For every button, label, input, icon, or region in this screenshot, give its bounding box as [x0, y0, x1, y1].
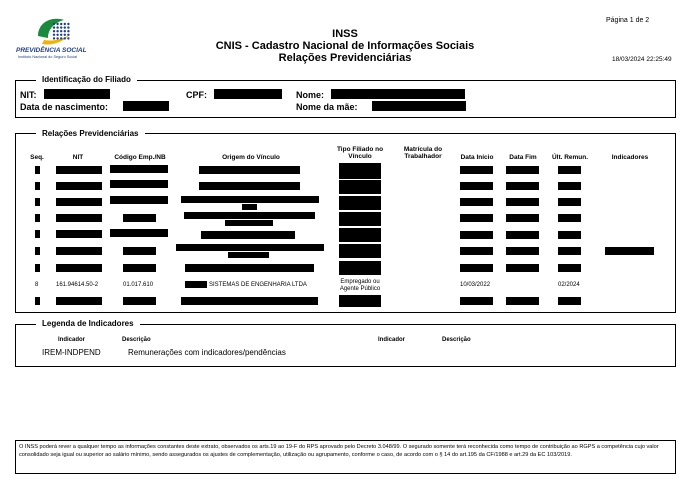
legend-col-indicador: Indicador	[58, 337, 86, 343]
name-redacted	[331, 89, 465, 99]
birth-redacted	[123, 101, 169, 111]
col-indicadores: Indicadores	[611, 154, 649, 161]
nit-label: NIT:	[20, 90, 37, 100]
col-matricula: Matrícula do Trabalhador	[403, 146, 443, 160]
cpf-redacted	[214, 89, 282, 99]
cell-origem: SISTEMAS DE ENGENHARIA LTDA	[209, 282, 307, 288]
cell-nit: 161.94614.50-2	[56, 282, 99, 288]
col-tipo: Tipo Filiado no Vínculo	[336, 146, 384, 160]
legend-col-indicador-2: Indicador	[378, 337, 406, 343]
identification-title: Identificação do Filiado	[36, 75, 137, 84]
page-subtitle: Relações Previdenciárias	[278, 52, 412, 64]
org-name: INSS	[332, 28, 358, 40]
name-label: Nome:	[296, 90, 325, 100]
nit-redacted	[44, 89, 110, 99]
page-number: Página 1 de 2	[606, 17, 650, 24]
legend-col-descricao: Descrição	[122, 337, 151, 343]
relations-title: Relações Previdenciárias	[36, 129, 145, 138]
legend-section	[15, 324, 676, 367]
birth-label: Data de nascimento:	[20, 102, 109, 112]
cell-tipo: Empregado ou Agente Público	[339, 279, 381, 292]
col-nit: NIT	[72, 154, 84, 161]
legend-item-code: IREM-INDPEND	[42, 348, 101, 357]
cell-ult-remun: 02/2024	[558, 282, 580, 288]
cell-data-inicio: 10/03/2022	[460, 282, 491, 288]
logo-subtitle: Instituto Nacional do Seguro Social	[18, 55, 78, 59]
col-codigo: Código Emp./NB	[114, 154, 166, 161]
cell-codigo: 01.017.610	[123, 282, 154, 288]
mother-label: Nome da mãe:	[296, 102, 358, 112]
legend-item-desc: Remunerações com indicadores/pendências	[128, 348, 286, 357]
footer-text: O INSS poderá rever a qualquer tempo as informações constantes deste extrato, observados os arts.19 ao 19-F do RPS aprovado pelo Decreto 3.048/99. O segurado somente terá reconhecida como tempo de contribuição ao RGPS a competência cujo valor consolidado seja igual ou superior ao salário mínimo, sendo assegurados os ajustes de complementação, utilização ou agrupamento, conforme o caso, de acordo com o § 14 do art.195 da CF/1988 e art.29 da EC 103/2019.	[19, 444, 659, 458]
col-seq: Seq.	[30, 154, 44, 161]
logo-name: PREVIDÊNCIA SOCIAL	[16, 47, 87, 54]
mother-redacted	[372, 101, 466, 111]
col-data-fim: Data Fim	[509, 154, 537, 161]
col-origem: Origem do Vínculo	[222, 154, 280, 161]
legend-col-descricao-2: Descrição	[442, 337, 471, 343]
cpf-label: CPF:	[186, 90, 207, 100]
page-title: CNIS - Cadastro Nacional de Informações Sociais	[215, 40, 475, 52]
identification-section	[15, 80, 676, 118]
timestamp: 18/03/2024 22:25:49	[612, 56, 672, 63]
col-data-inicio: Data Início	[460, 154, 494, 161]
col-ult-remun: Últ. Remun.	[551, 154, 589, 161]
logo	[14, 14, 114, 59]
cell-seq: 8	[35, 282, 39, 288]
previdencia-logo-icon	[34, 14, 76, 48]
legend-title: Legenda de Indicadores	[36, 319, 140, 328]
